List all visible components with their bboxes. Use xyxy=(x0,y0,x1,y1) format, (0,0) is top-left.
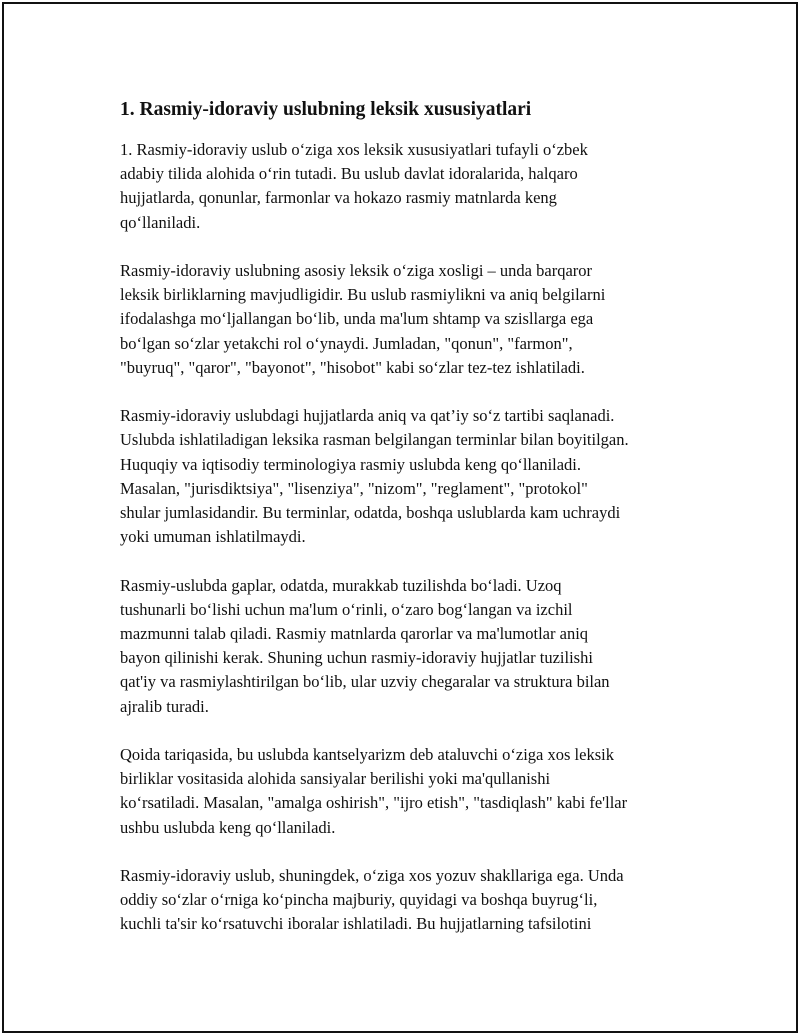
text-line: ifodalashga mo‘ljallangan bo‘lib, unda ma'lum shtamp va szisllarga ega xyxy=(120,309,594,329)
text-line: mazmunni talab qiladi. Rasmiy matnlarda qarorlar va ma'lumotlar aniq xyxy=(120,624,589,644)
text-line: bayon qilinishi kerak. Shuning uchun rasmiy-idoraviy hujjatlar tuzilishi xyxy=(120,648,593,668)
text-line: 1. Rasmiy-idoraviy uslub o‘ziga xos leksik xususiyatlari tufayli o‘zbek xyxy=(120,140,588,159)
text-line: "buyruq", "qaror", "bayonot", "hisobot" kabi so‘zlar tez-tez ishlatiladi. xyxy=(120,357,585,377)
text-line: birliklar vositasida alohida sansiyalar berilishi yoki ma'qullanishi xyxy=(120,769,551,789)
text-line: kuchli ta'sir ko‘rsatuvchi iboralar ishlatiladi. Bu hujjatlarning tafsilotini xyxy=(120,914,592,934)
text-line: Rasmiy-uslubda gaplar, odatda, murakkab tuzilishda bo‘ladi. Uzoq xyxy=(120,575,562,595)
page-title: 1. Rasmiy-idoraviy uslubning leksik xususiyatlari xyxy=(120,99,532,120)
text-line: ushbu uslubda keng qo‘llaniladi. xyxy=(120,817,336,837)
paragraph-1 xyxy=(120,138,720,235)
paragraph-6 xyxy=(120,864,720,937)
paragraph-5 xyxy=(120,743,720,840)
text-line: leksik birliklarning mavjudligidir. Bu uslub rasmiylikni va aniq belgilarni xyxy=(120,285,606,305)
text-line: bo‘lgan so‘zlar yetakchi rol o‘ynaydi. Jumladan, "qonun", "farmon", xyxy=(120,333,573,353)
text-line: Huquqiy va iqtisodiy terminologiya rasmiy uslubda keng qo‘llaniladi. xyxy=(120,454,582,474)
text-line: ko‘rsatiladi. Masalan, "amalga oshirish", "ijro etish", "tasdiqlash" kabi fe'llar xyxy=(120,793,628,813)
text-line: qo‘llaniladi. xyxy=(120,212,201,232)
text-line: Uslubda ishlatiladigan leksika rasman belgilangan terminlar bilan boyitilgan. xyxy=(120,430,629,450)
text-line: Qoida tariqasida, bu uslubda kantselyarizm deb ataluvchi o‘ziga xos leksik xyxy=(120,745,614,765)
text-line: Rasmiy-idoraviy uslubning asosiy leksik o‘ziga xosligi – unda barqaror xyxy=(120,261,593,280)
text-line: shular jumlasidandir. Bu terminlar, odatda, boshqa uslublarda kam uchraydi xyxy=(120,503,621,523)
text-line: Rasmiy-idoraviy uslub, shuningdek, o‘ziga xos yozuv shakllariga ega. Unda xyxy=(120,866,624,886)
text-line: oddiy so‘zlar o‘rniga ko‘pincha majburiy, quyidagi va boshqa buyrug‘li, xyxy=(120,890,598,910)
text-line: tushunarli bo‘lishi uchun ma'lum o‘rinli, o‘zaro bog‘langan va izchil xyxy=(120,599,573,619)
text-line: hujjatlarda, qonunlar, farmonlar va hokazo rasmiy matnlarda keng xyxy=(120,188,557,208)
text-line: qat'iy va rasmiylashtirilgan bo‘lib, ular uzviy chegaralar va struktura bilan xyxy=(120,672,610,692)
document-page xyxy=(2,2,798,1033)
text-line: adabiy tilida alohida o‘rin tutadi. Bu uslub davlat idoralarida, halqaro xyxy=(120,164,578,184)
text-line: Rasmiy-idoraviy uslubdagi hujjatlarda aniq va qat’iy so‘z tartibi saqlanadi. xyxy=(120,406,615,426)
text-line: ajralib turadi. xyxy=(120,696,209,716)
paragraph-3 xyxy=(120,404,720,549)
text-line: yoki umuman ishlatilmaydi. xyxy=(120,527,306,547)
paragraph-4 xyxy=(120,574,720,719)
document-body xyxy=(120,98,720,961)
text-line: Masalan, "jurisdiktsiya", "lisenziya", "nizom", "reglament", "protokol" xyxy=(120,478,588,498)
paragraph-2 xyxy=(120,259,720,380)
